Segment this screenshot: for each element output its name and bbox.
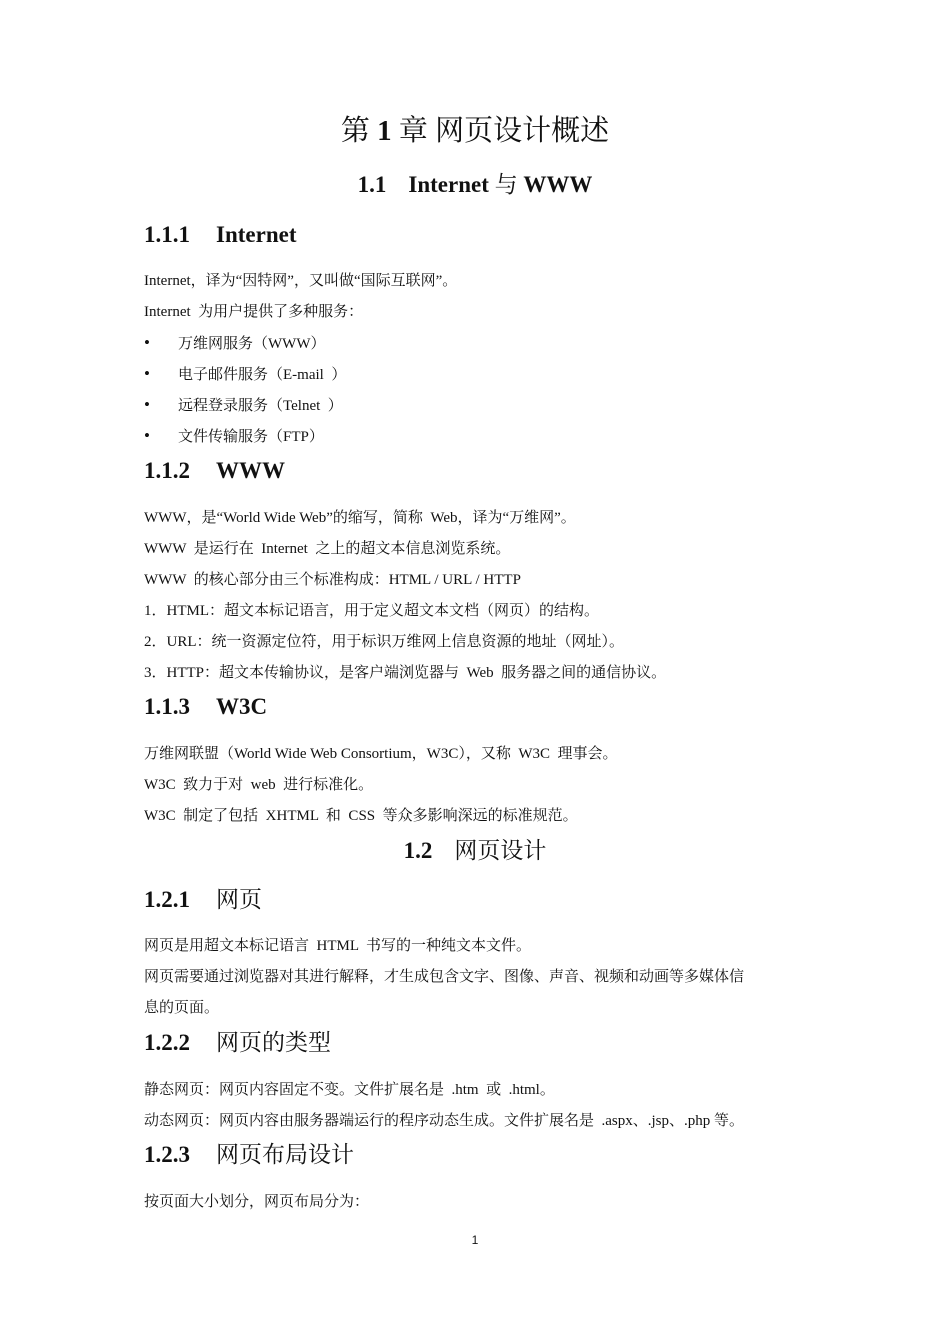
list-item — [144, 364, 346, 385]
subsection-number: 1.1.1 — [144, 222, 190, 247]
section-title-part: 与 — [488, 172, 524, 197]
paragraph: WWW 的核心部分由三个标准构成：HTML / URL / HTTP — [144, 572, 521, 588]
list-item — [144, 426, 324, 447]
paragraph: Internet，译为“因特网”，又叫做“国际互联网”。 — [144, 273, 458, 289]
subsection-number: 1.1.2 — [144, 458, 190, 483]
subsection-number: 1.2.1 — [144, 887, 190, 912]
bullet-mark: • — [144, 364, 150, 383]
paragraph: W3C 致力于对 web 进行标准化。 — [144, 777, 374, 793]
subsection-heading-1-2-2 — [144, 1028, 331, 1058]
chapter-name: 章 网页设计概述 — [391, 115, 610, 147]
section-number: 1.2 — [403, 838, 433, 863]
subsection-heading-1-1-2 — [144, 456, 285, 486]
paragraph: 1．HTML：超文本标记语言，用于定义超文本文档（网页）的结构。 — [144, 603, 599, 619]
paragraph: 网页是用超文本标记语言 HTML 书写的一种纯文本文件。 — [144, 938, 531, 954]
subsection-title: Internet — [216, 222, 297, 247]
paragraph: 动态网页：网页内容由服务器端运行的程序动态生成。文件扩展名是 .aspx、.jsp、.php 等。 — [144, 1113, 745, 1129]
paragraph: 按页面大小划分，网页布局分为： — [144, 1194, 370, 1210]
subsection-title: 网页布局设计 — [216, 1142, 354, 1167]
subsection-number: 1.2.3 — [144, 1142, 190, 1167]
subsection-title: 网页的类型 — [216, 1030, 331, 1055]
paragraph: 万维网联盟（World Wide Web Consortium，W3C），又称 W3C 理事会。 — [144, 746, 618, 762]
bullet-mark: • — [144, 426, 150, 445]
list-item-text: 远程登录服务（Telnet ） — [178, 398, 343, 414]
section-title-part: WWW — [523, 172, 593, 197]
subsection-title: 网页 — [216, 887, 262, 912]
subsection-heading-1-1-1 — [144, 220, 296, 250]
page-number: 1 — [471, 1233, 479, 1247]
section-heading-1-1 — [0, 170, 950, 200]
paragraph: WWW 是运行在 Internet 之上的超文本信息浏览系统。 — [144, 541, 511, 557]
paragraph: 息的页面。 — [144, 1000, 220, 1016]
subsection-heading-1-2-1 — [144, 885, 262, 915]
section-title-part: Internet — [408, 172, 489, 197]
paragraph: WWW，是“World Wide Web”的缩写，简称 Web，译为“万维网”。 — [144, 510, 576, 526]
section-number: 1.1 — [357, 172, 387, 197]
list-item — [144, 333, 325, 354]
list-item-text: 万维网服务（WWW） — [178, 336, 326, 352]
paragraph: 2．URL：统一资源定位符，用于标识万维网上信息资源的地址（网址）。 — [144, 634, 625, 650]
paragraph: 网页需要通过浏览器对其进行解释，才生成包含文字、图像、声音、视频和动画等多媒体信 — [144, 969, 745, 985]
chapter-prefix: 第 — [340, 115, 378, 147]
paragraph: Internet 为用户提供了多种服务： — [144, 304, 364, 320]
paragraph: 3．HTTP：超文本传输协议，是客户端浏览器与 Web 服务器之间的通信协议。 — [144, 665, 667, 681]
list-item-text: 文件传输服务（FTP） — [178, 429, 324, 445]
subsection-number: 1.1.3 — [144, 694, 190, 719]
list-item-text: 电子邮件服务（E-mail ） — [178, 367, 347, 383]
section-title: 网页设计 — [454, 838, 547, 863]
subsection-number: 1.2.2 — [144, 1030, 190, 1055]
bullet-mark: • — [144, 395, 150, 414]
subsection-title: WWW — [216, 458, 285, 483]
list-item — [144, 395, 343, 416]
bullet-mark: • — [144, 333, 150, 352]
chapter-title — [0, 112, 950, 150]
paragraph: W3C 制定了包括 XHTML 和 CSS 等众多影响深远的标准规范。 — [144, 808, 578, 824]
subsection-title: W3C — [216, 694, 268, 719]
subsection-heading-1-1-3 — [144, 692, 267, 722]
section-heading-1-2 — [0, 836, 950, 866]
chapter-number: 1 — [377, 115, 392, 147]
paragraph: 静态网页：网页内容固定不变。文件扩展名是 .htm 或 .html。 — [144, 1082, 555, 1098]
subsection-heading-1-2-3 — [144, 1140, 354, 1170]
